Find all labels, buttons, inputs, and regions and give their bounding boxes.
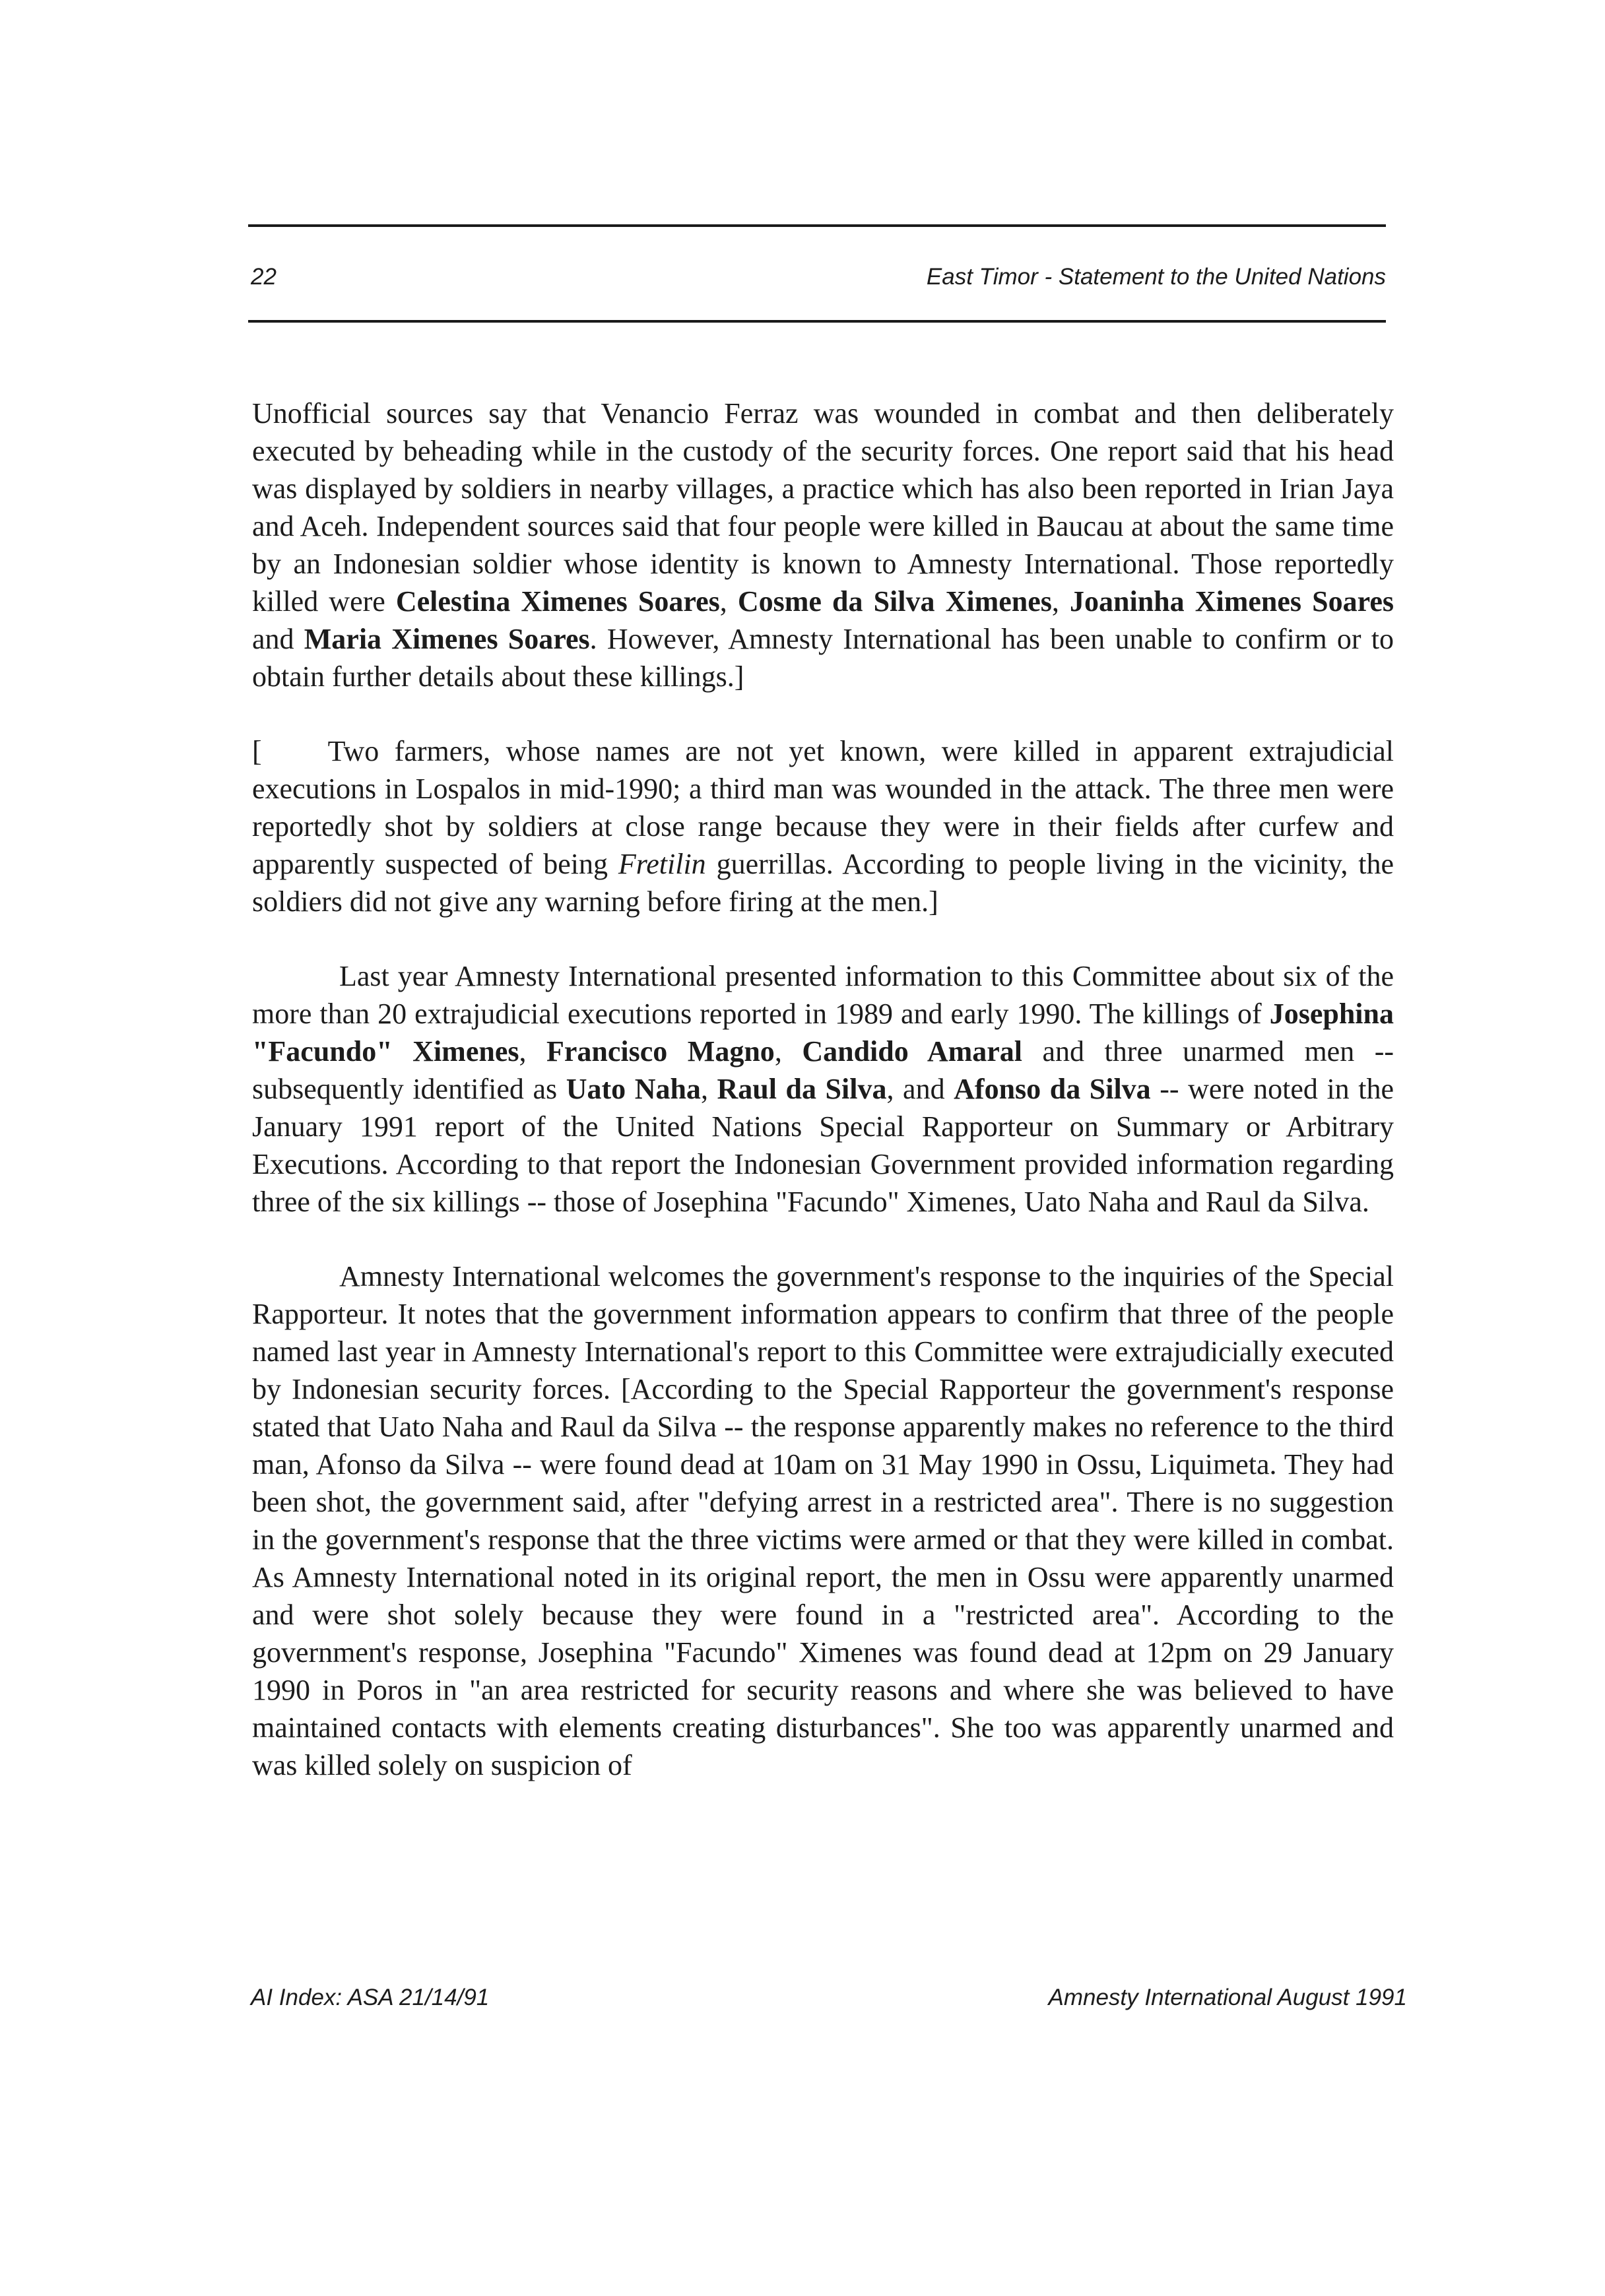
victim-name: Celestina Ximenes Soares — [395, 585, 720, 618]
text-run: , — [1051, 585, 1070, 618]
running-title: East Timor - Statement to the United Nations — [926, 264, 1386, 290]
text-run: , — [700, 1073, 717, 1105]
text-run: Last year Amnesty International presented information to this Committee about six of the more than 20 extrajudicial executions reported in 1989 and early 1990. The killings of — [252, 960, 1394, 1030]
header-bottom-rule — [248, 320, 1386, 323]
document-body — [252, 395, 1394, 1784]
text-run: and three unarmed men -- subsequently identified as — [252, 1035, 1394, 1105]
paragraph-last-year-report — [252, 957, 1394, 1221]
text-run: Unofficial sources say that Venancio Ferraz was wounded in combat and then deliberately executed by beheading while in the custody of the security forces. One report said that his head was displayed by soldiers in nearby villages, a practice which has also been reported in Irian Jaya and Aceh. Independent sources said that four people were killed in Baucau at about the same time by an Indonesian soldier whose identity is known to Amnesty International. Those reportedly killed were — [252, 397, 1394, 618]
paragraph-venancio-ferraz — [252, 395, 1394, 695]
paragraph-government-response — [252, 1258, 1394, 1784]
victim-name: Candido Amaral — [802, 1035, 1023, 1068]
text-run: guerrillas. According to people living in the vicinity, the soldiers did not give any warning before firing at the men.] — [252, 848, 1394, 918]
victim-name: Cosme da Silva Ximenes — [737, 585, 1052, 618]
page-number: 22 — [251, 264, 277, 290]
victim-name: Raul da Silva — [717, 1073, 887, 1105]
victim-name: Francisco Magno — [546, 1035, 775, 1068]
italic-term: Fretilin — [618, 848, 706, 880]
victim-name: Joaninha Ximenes Soares — [1070, 585, 1394, 618]
victim-name: Maria Ximenes Soares — [304, 623, 590, 655]
text-run: -- were noted in the January 1991 report of the United Nations Special Rapporteur on Summary or Arbitrary Executions. According to that report the Indonesian Government provided information regarding three of the six killings -- those of Josephina "Facundo" Ximenes, Uato Naha and Raul da Silva. — [252, 1073, 1394, 1218]
opening-bracket: [ — [252, 735, 262, 767]
header-top-rule — [248, 224, 1386, 227]
paragraph-lospalos-farmers — [252, 732, 1394, 920]
text-run: . However, Amnesty International has been unable to confirm or to obtain further details about these killings.] — [252, 623, 1394, 693]
publisher-date: Amnesty International August 1991 — [1048, 1985, 1407, 2010]
text-run: Amnesty International welcomes the government's response to the inquiries of the Special Rapporteur. It notes that the government information appears to confirm that three of the people named last year in Amnesty International's report to this Committee were extrajudicially executed by Indonesian security forces. [According to the Special Rapporteur the government's response stated that Uato Naha and Raul da Silva -- the response apparently makes no reference to the third man, Afonso da Silva -- were found dead at 10am on 31 May 1990 in Ossu, Liquimeta. They had been shot, the government said, after "defying arrest in a restricted area". There is no suggestion in the government's response that the three victims were armed or that they were killed in combat. As Amnesty International noted in its original report, the men in Ossu were apparently unarmed and were shot solely because they were found in a "restricted area". According to the government's response, Josephina "Facundo" Ximenes was found dead at 12pm on 29 January 1990 in Poros in "an area restricted for security reasons and where she was believed to have maintained contacts with elements creating disturbances". She too was apparently unarmed and was killed solely on suspicion of — [252, 1260, 1394, 1781]
text-run: , and — [886, 1073, 954, 1105]
text-run: , — [774, 1035, 802, 1068]
text-run: , — [719, 585, 738, 618]
text-run: and — [252, 623, 304, 655]
victim-name: Uato Naha — [566, 1073, 701, 1105]
victim-name: Afonso da Silva — [954, 1073, 1151, 1105]
text-run: Two farmers, whose names are not yet known, were killed in apparent extrajudicial executions in Lospalos in mid-1990; a third man was wounded in the attack. The three men were reportedly shot by soldiers at close range because they were in their fields after curfew and apparently suspected of being — [252, 735, 1394, 880]
ai-index: AI Index: ASA 21/14/91 — [251, 1985, 490, 2010]
victim-name: Josephina "Facundo" Ximenes — [252, 998, 1394, 1068]
text-run: , — [519, 1035, 547, 1068]
